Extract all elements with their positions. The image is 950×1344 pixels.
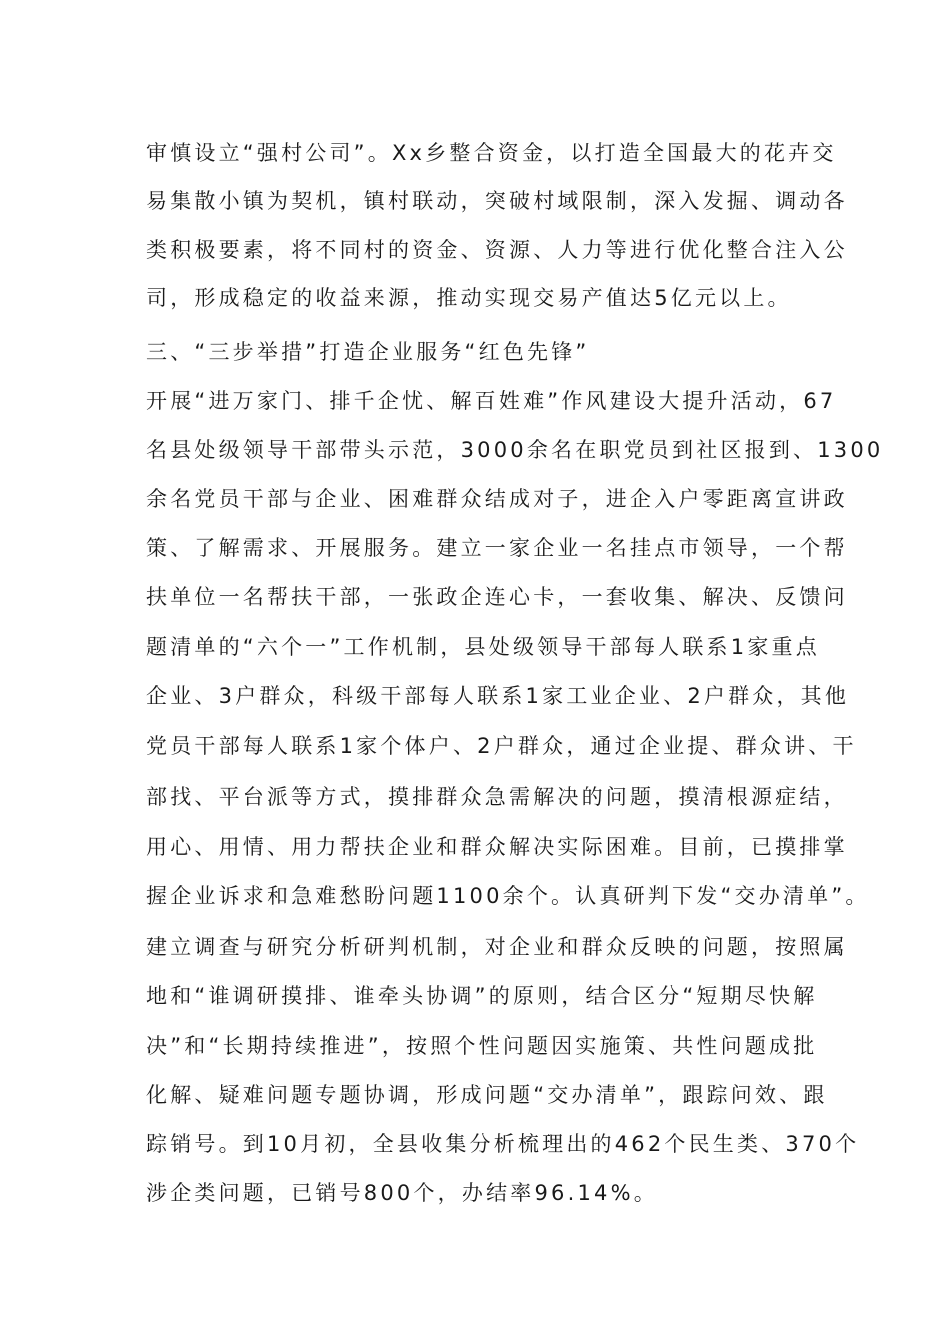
text-line: 余名党员干部与企业、困难群众结成对子，进企入户零距离宣讲政 (146, 487, 848, 511)
text-line: 用心、用情、用力帮扶企业和群众解决实际困难。目前，已摸排掌 (146, 835, 848, 859)
text-line: 名县处级领导干部带头示范，3000余名在职党员到社区报到、1300 (146, 438, 884, 462)
text-line: 踪销号。到10月初，全县收集分析梳理出的462个民生类、370个 (146, 1132, 860, 1156)
text-line: 握企业诉求和急难愁盼问题1100余个。认真研判下发“交办清单”。 (146, 884, 870, 908)
text-line: 企业、3户群众，科级干部每人联系1家工业企业、2户群众，其他 (146, 684, 850, 708)
text-line: 题清单的“六个一”工作机制，县处级领导干部每人联系1家重点 (146, 635, 820, 659)
text-line: 涉企类问题，已销号800个，办结率96.14%。 (146, 1181, 658, 1205)
text-line: 部找、平台派等方式，摸排群众急需解决的问题，摸清根源症结， (146, 785, 848, 809)
section-heading: 三、“三步举措”打造企业服务“红色先锋” (146, 340, 590, 364)
text-line: 建立调查与研究分析研判机制，对企业和群众反映的问题，按照属 (146, 935, 848, 959)
text-line: 类积极要素，将不同村的资金、资源、人力等进行优化整合注入公 (146, 238, 848, 262)
text-line: 扶单位一名帮扶干部，一张政企连心卡，一套收集、解决、反馈问 (146, 585, 848, 609)
text-line: 决”和“长期持续推进”，按照个性问题因实施策、共性问题成批 (146, 1034, 818, 1058)
text-line: 党员干部每人联系1家个体户、2户群众，通过企业提、群众讲、干 (146, 734, 857, 758)
text-line: 司，形成稳定的收益来源，推动实现交易产值达5亿元以上。 (146, 286, 792, 310)
text-line: 开展“进万家门、排千企忧、解百姓难”作风建设大提升活动，67 (146, 389, 837, 413)
text-line: 策、了解需求、开展服务。建立一家企业一名挂点市领导，一个帮 (146, 536, 848, 560)
text-line: 审慎设立“强村公司”。Xx乡整合资金，以打造全国最大的花卉交 (146, 141, 837, 165)
text-line: 地和“谁调研摸排、谁牵头协调”的原则，结合区分“短期尽快解 (146, 984, 818, 1008)
text-line: 易集散小镇为契机，镇村联动，突破村域限制，深入发掘、调动各 (146, 189, 848, 213)
text-line: 化解、疑难问题专题协调，形成问题“交办清单”，跟踪问效、跟 (146, 1083, 828, 1107)
